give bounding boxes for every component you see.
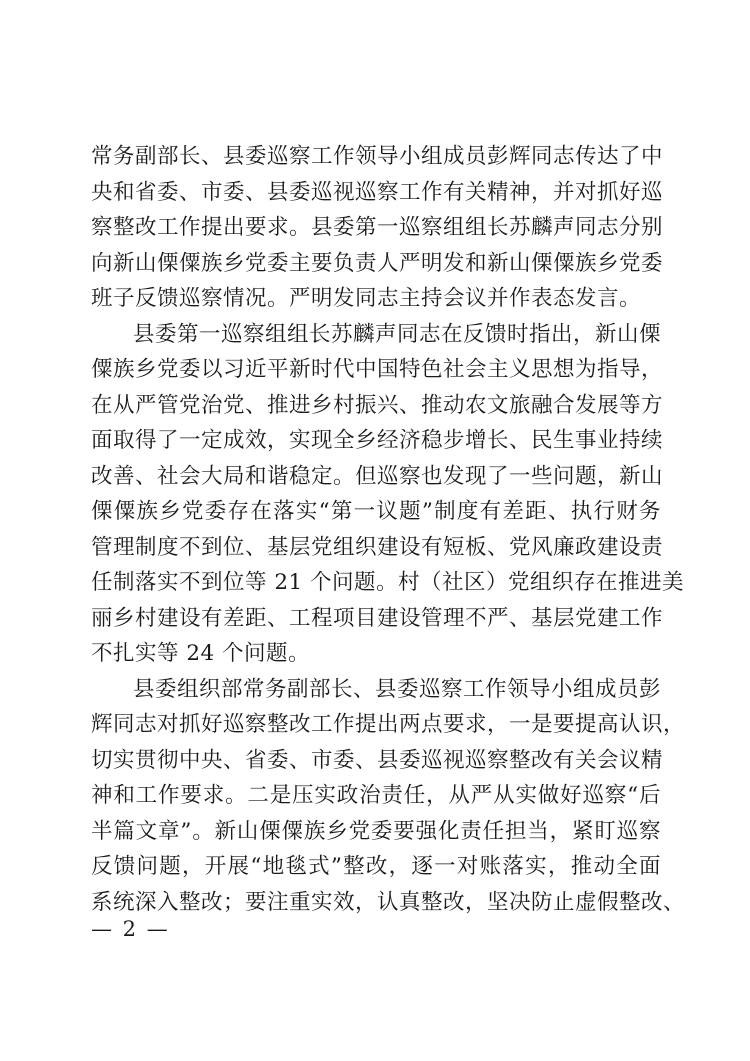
text-line: 任制落实不到位等 21 个问题。村（社区）党组织存在推进美 [91,570,685,595]
text-line: 面取得了一定成效，实现全乡经济稳步增长、民生事业持续 [91,428,664,453]
text-line: 央和省委、市委、县委巡视巡察工作有关精神，并对抓好巡 [91,179,664,205]
text-line: 反馈问题，开展“地毯式”整改，逐一对账落实，推动全面 [91,854,661,879]
text-line: 神和工作要求。二是压实政治责任，从严从实做好巡察“后 [91,783,661,808]
text-line: 班子反馈巡察情况。严明发同志主持会议并作表态发言。 [91,286,642,311]
text-line: 半篇文章”。新山傈僳族乡党委要强化责任担当，紧盯巡察 [91,818,661,844]
paragraph-first-line: 县委第一巡察组组长苏麟声同志在反馈时指出，新山傈 [133,321,662,347]
text-line: 在从严管党治党、推进乡村振兴、推动农文旅融合发展等方 [91,392,664,418]
paragraph-first-line: 县委组织部常务副部长、县委巡察工作领导小组成员彭 [133,676,662,702]
text-line: 丽乡村建设有差距、工程项目建设管理不严、基层党建工作 [91,605,664,631]
page-number: — 2 — [91,917,170,941]
text-line: 不扎实等 24 个问题。 [91,641,311,666]
text-line: 傈僳族乡党委存在落实“第一议题”制度有差距、执行财务 [91,499,661,524]
text-line: 系统深入整改；要注重实效，认真整改，坚决防止虚假整改、 [91,889,686,915]
text-line: 辉同志对抓好巡察整改工作提出两点要求，一是要提高认识， [91,712,686,737]
text-line: 察整改工作提出要求。县委第一巡察组组长苏麟声同志分别 [91,215,664,240]
text-line: 常务副部长、县委巡察工作领导小组成员彭辉同志传达了中 [91,144,664,169]
text-line: 改善、社会大局和谐稳定。但巡察也发现了一些问题，新山 [91,463,664,489]
text-line: 切实贯彻中央、省委、市委、县委巡视巡察整改有关会议精 [91,747,664,773]
text-line: 僳族乡党委以习近平新时代中国特色社会主义思想为指导， [91,357,664,382]
text-line: 管理制度不到位、基层党组织建设有短板、党风廉政建设责 [91,534,664,560]
text-line: 向新山傈僳族乡党委主要负责人严明发和新山傈僳族乡党委 [91,250,664,276]
